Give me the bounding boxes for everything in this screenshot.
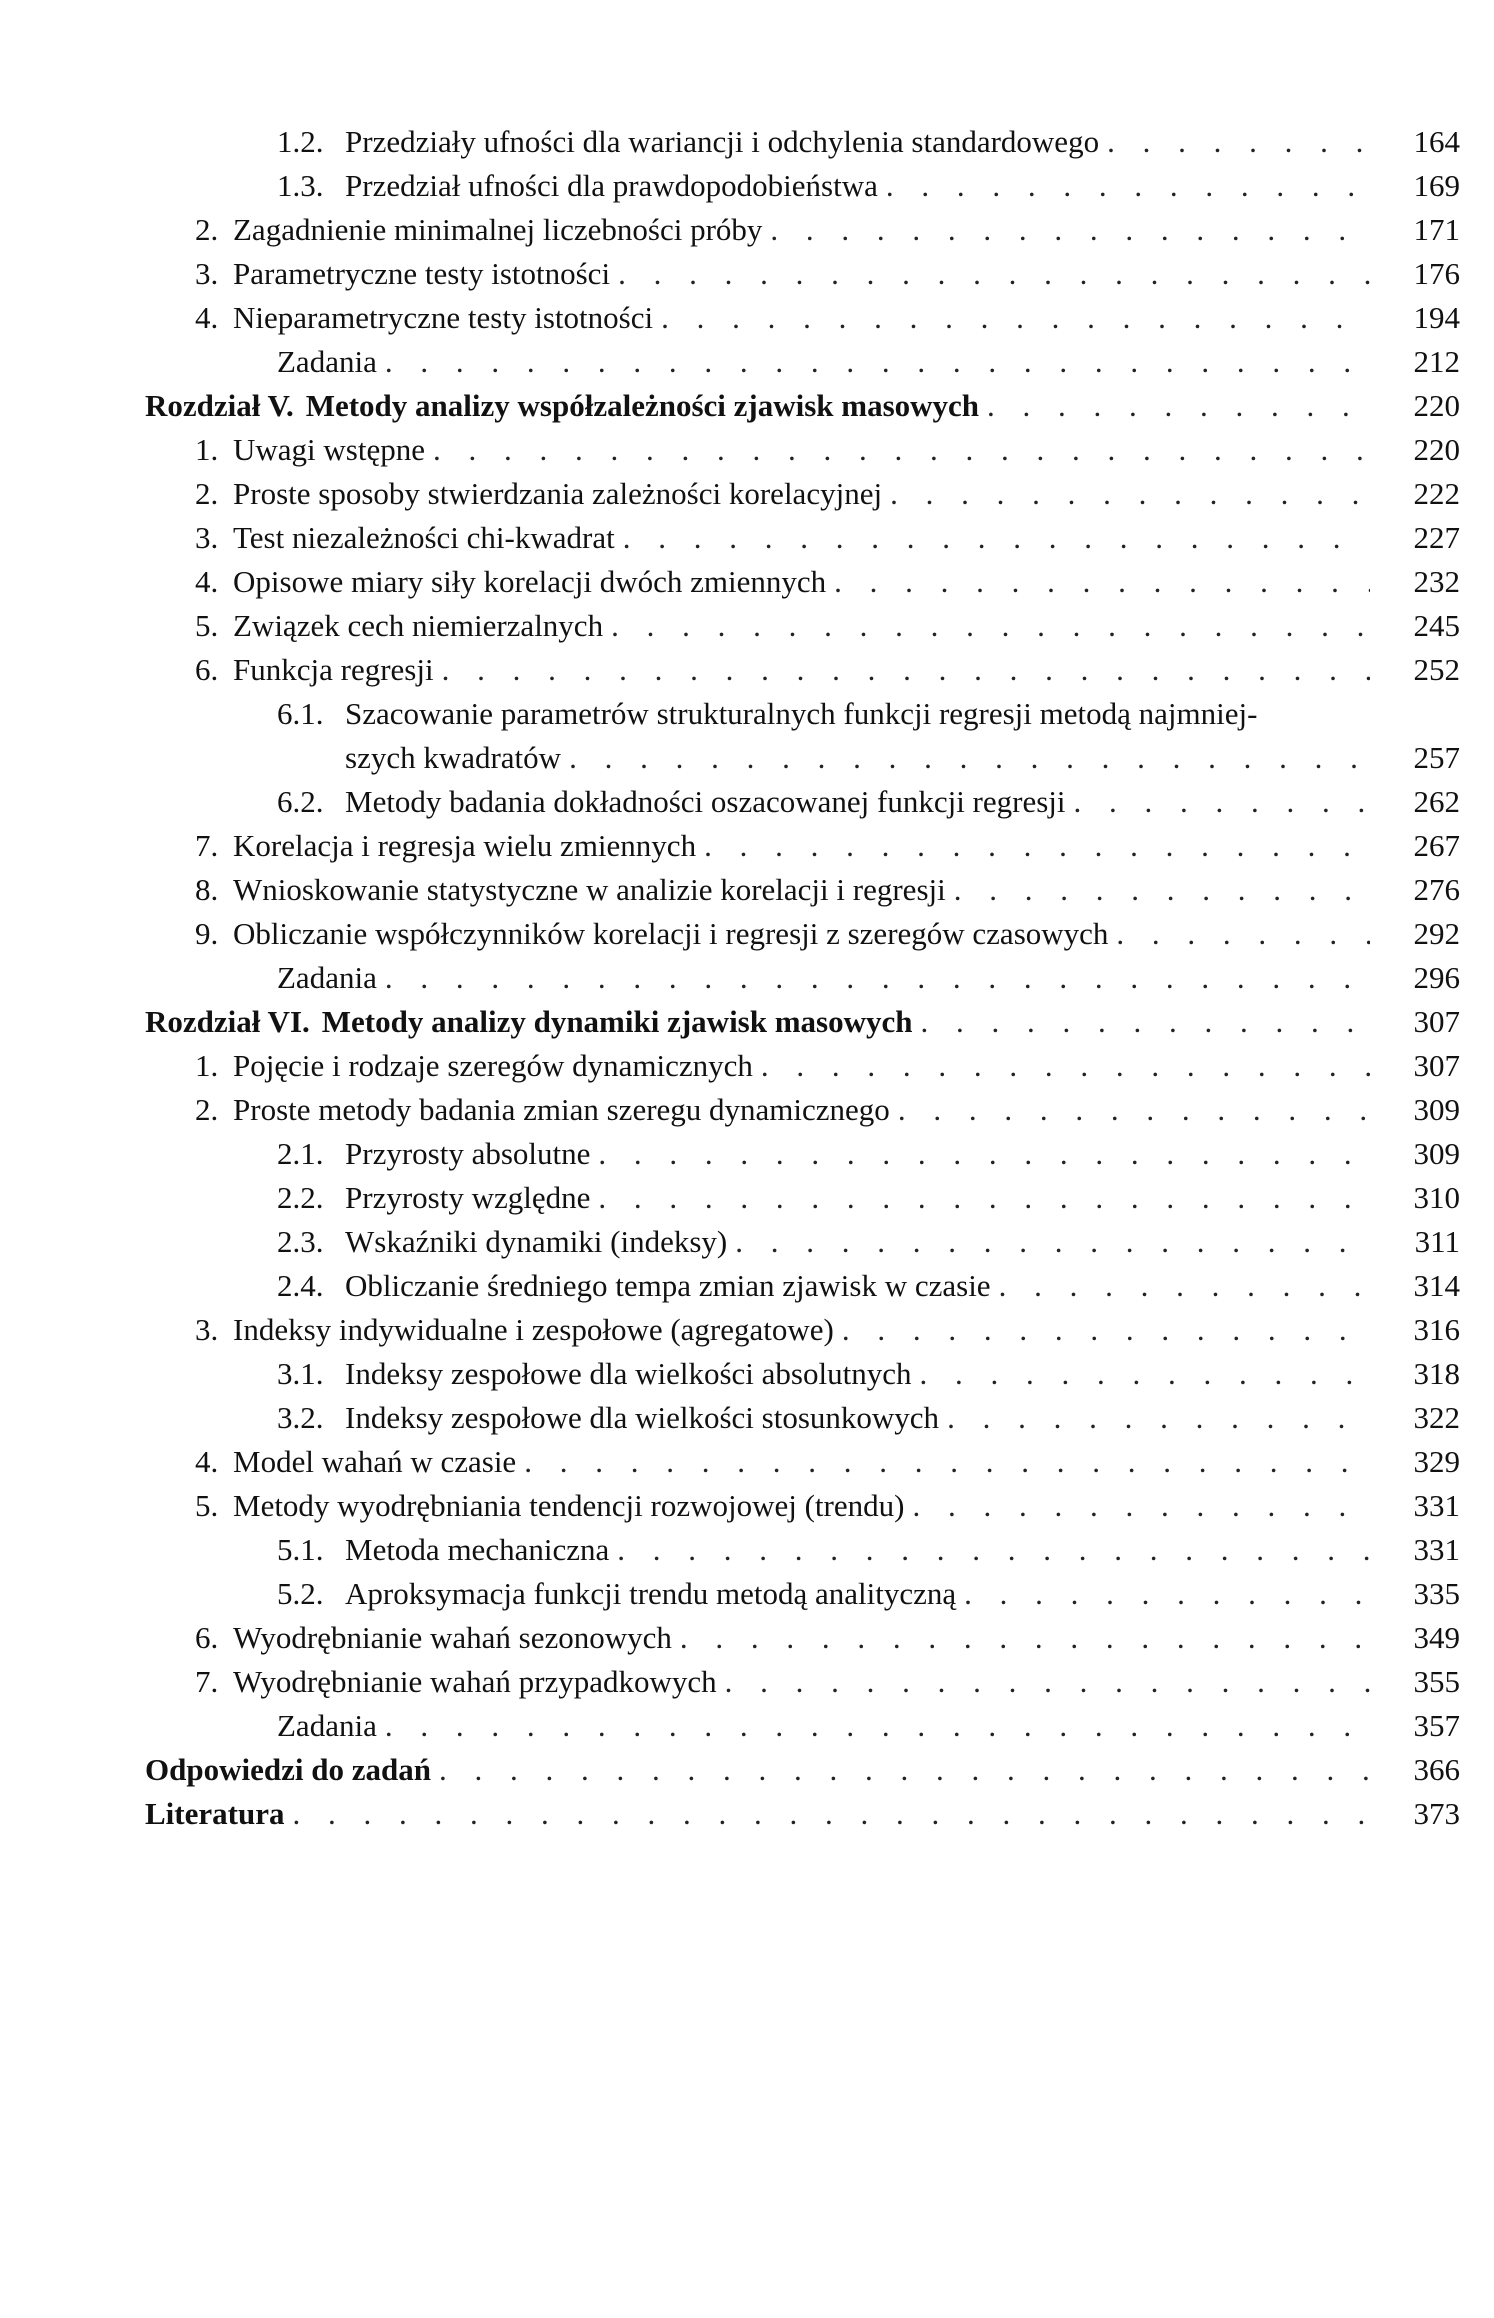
toc-page-number: 373 [1413, 1796, 1460, 1831]
toc-entry-line [195, 1484, 1370, 1528]
dot-leader [842, 1308, 1370, 1352]
toc-entry-number: 1. [195, 1048, 219, 1083]
dot-leader [598, 1132, 1370, 1176]
dot-leader [1074, 780, 1370, 824]
dot-leader [433, 428, 1370, 472]
dot-leader [385, 956, 1370, 1000]
toc-chapter-entry[interactable] [145, 384, 1460, 428]
toc-page-number: 169 [1413, 168, 1460, 203]
toc-entry-number: 5. [195, 1488, 219, 1523]
toc-entry-number: 4. [195, 300, 219, 335]
toc-entry-title: Szacowanie parametrów strukturalnych funkcji regresji metodą najmniej- [345, 696, 1258, 731]
toc-entry-title: Odpowiedzi do zadań [145, 1752, 431, 1787]
toc-entry[interactable] [145, 1088, 1460, 1132]
toc-entry-line [195, 1088, 1370, 1132]
toc-entry-number: 6.1. [277, 696, 324, 731]
toc-page-number: 331 [1413, 1532, 1460, 1567]
toc-entry[interactable] [145, 208, 1460, 252]
toc-entry-number: 6. [195, 1620, 219, 1655]
toc-entry-line [195, 1616, 1370, 1660]
toc-page-number: 267 [1413, 828, 1460, 863]
toc-page-number: 311 [1414, 1224, 1460, 1259]
toc-entry[interactable] [145, 648, 1460, 692]
dot-leader [623, 516, 1370, 560]
toc-entry[interactable] [145, 868, 1460, 912]
toc-page-number: 331 [1413, 1488, 1460, 1523]
toc-entry-line [277, 780, 1370, 824]
toc-entry-line [277, 120, 1370, 164]
dot-leader [987, 384, 1370, 428]
toc-entry-title: Korelacja i regresja wielu zmiennych [233, 828, 697, 863]
toc-entry-number: 2. [195, 212, 219, 247]
toc-entry-number: 2.1. [277, 1136, 324, 1171]
toc-entry-line [277, 1176, 1370, 1220]
toc-entry[interactable] [145, 692, 1460, 736]
toc-entry-number: 4. [195, 1444, 219, 1479]
toc-entry-line [195, 516, 1370, 560]
toc-entry[interactable] [145, 1528, 1460, 1572]
toc-page-number: 309 [1413, 1092, 1460, 1127]
toc-entry[interactable] [145, 120, 1460, 164]
toc-entry-number: 2.3. [277, 1224, 324, 1259]
toc-page-number: 314 [1413, 1268, 1460, 1303]
toc-entry-line [145, 1748, 1370, 1792]
toc-entry[interactable] [145, 1352, 1460, 1396]
dot-leader [919, 1352, 1370, 1396]
dot-leader [439, 1748, 1370, 1792]
toc-entry-line [277, 956, 1370, 1000]
toc-entry[interactable] [145, 1044, 1460, 1088]
toc-entry-line [277, 1528, 1370, 1572]
toc-entry-number: 4. [195, 564, 219, 599]
toc-page-number: 322 [1413, 1400, 1460, 1435]
dot-leader [921, 1000, 1370, 1044]
toc-entry-line [145, 1792, 1370, 1836]
toc-entry-line [195, 472, 1370, 516]
toc-entry-number: 3.2. [277, 1400, 324, 1435]
toc-entry-line [277, 1132, 1370, 1176]
toc-page-number: 335 [1413, 1576, 1460, 1611]
toc-entry-number: 7. [195, 828, 219, 863]
toc-entry-line [277, 1352, 1370, 1396]
dot-leader [1116, 912, 1370, 956]
dot-leader [999, 1264, 1370, 1308]
toc-entry-title: Wnioskowanie statystyczne w analizie korelacji i regresji [233, 872, 946, 907]
toc-entry-title: Indeksy zespołowe dla wielkości stosunkowych [345, 1400, 940, 1435]
toc-page-number: 212 [1413, 344, 1460, 379]
dot-leader [912, 1484, 1370, 1528]
toc-entry-title: Zadania [277, 344, 377, 379]
toc-entry[interactable] [145, 472, 1460, 516]
dot-leader [735, 1220, 1370, 1264]
toc-entry-title: Metoda mechaniczna [345, 1532, 610, 1567]
toc-entry-number: 3. [195, 520, 219, 555]
toc-entry[interactable] [145, 1572, 1460, 1616]
toc-page-number: 227 [1413, 520, 1460, 555]
toc-entry-title: Przedział ufności dla prawdopodobieństwa [345, 168, 878, 203]
toc-entry-title: Opisowe miary siły korelacji dwóch zmiennych [233, 564, 827, 599]
dot-leader [598, 1176, 1370, 1220]
toc-page-number: 194 [1413, 300, 1460, 335]
toc-entry[interactable] [145, 824, 1460, 868]
toc-entry-title: Parametryczne testy istotności [233, 256, 611, 291]
toc-entry-number: 8. [195, 872, 219, 907]
dot-leader [617, 1528, 1370, 1572]
toc-entry-number: 1.3. [277, 168, 324, 203]
toc-entry-number: 2. [195, 476, 219, 511]
toc-page-number: 257 [1413, 740, 1460, 775]
dot-leader [661, 296, 1370, 340]
toc-entry[interactable] [145, 1616, 1460, 1660]
toc-page-number: 309 [1413, 1136, 1460, 1171]
toc-entry-title: Przyrosty względne [345, 1180, 591, 1215]
dot-leader [725, 1660, 1370, 1704]
toc-page-number: 222 [1413, 476, 1460, 511]
toc-chapter-entry[interactable] [145, 1000, 1460, 1044]
toc-entry-title: Uwagi wstępne [233, 432, 425, 467]
toc-page-number: 164 [1413, 124, 1460, 159]
toc-entry-title: Przedziały ufności dla wariancji i odchylenia standardowego [345, 124, 1100, 159]
toc-entry[interactable] [145, 1660, 1460, 1704]
toc-entry-title: Zagadnienie minimalnej liczebności próby [233, 212, 763, 247]
dot-leader [292, 1792, 1370, 1836]
toc-entry[interactable] [145, 1308, 1460, 1352]
toc-entry-title: Indeksy indywidualne i zespołowe (agregatowe) [233, 1312, 834, 1347]
toc-entry-title: Pojęcie i rodzaje szeregów dynamicznych [233, 1048, 753, 1083]
toc-entry-title: Obliczanie współczynników korelacji i regresji z szeregów czasowych [233, 916, 1109, 951]
toc-entry-title: Obliczanie średniego tempa zmian zjawisk w czasie [345, 1268, 991, 1303]
toc-entry-number: 9. [195, 916, 219, 951]
toc-entry-line [195, 1308, 1370, 1352]
toc-page-number: 296 [1413, 960, 1460, 995]
dot-leader [898, 1088, 1370, 1132]
toc-entry[interactable] [145, 912, 1460, 956]
toc-page-number: 310 [1413, 1180, 1460, 1215]
toc-entry-number: Rozdział V. [145, 388, 294, 423]
toc-entry[interactable] [145, 1704, 1460, 1748]
toc-entry-line [195, 208, 1370, 252]
toc-page-number: 357 [1413, 1708, 1460, 1743]
toc-entry-number: 5.1. [277, 1532, 324, 1567]
toc-page-number: 349 [1413, 1620, 1460, 1655]
toc-entry-title: Zadania [277, 1708, 377, 1743]
toc-entry-number: 3. [195, 1312, 219, 1347]
dot-leader [385, 1704, 1370, 1748]
toc-entry-line [195, 604, 1370, 648]
toc-entry-line [277, 164, 1370, 208]
toc-entry-line [195, 1044, 1370, 1088]
toc-page-number: 316 [1413, 1312, 1460, 1347]
toc-entry-line [277, 1220, 1370, 1264]
toc-entry[interactable] [145, 604, 1460, 648]
toc-page-number: 252 [1413, 652, 1460, 687]
toc-entry[interactable] [145, 252, 1460, 296]
toc-entry-line [195, 252, 1370, 296]
toc-entry-line [345, 736, 1370, 780]
toc-entry-line [277, 1396, 1370, 1440]
toc-entry-title: Proste metody badania zmian szeregu dynamicznego [233, 1092, 890, 1127]
toc-entry-title: Wyodrębnianie wahań przypadkowych [233, 1664, 717, 1699]
toc-entry-title: Proste sposoby stwierdzania zależności korelacyjnej [233, 476, 883, 511]
dot-leader [761, 1044, 1370, 1088]
toc-entry[interactable] [145, 1264, 1460, 1308]
toc-entry-number: 2.4. [277, 1268, 324, 1303]
toc-entry[interactable] [145, 1220, 1460, 1264]
toc-entry-title-continued: szych kwadratów [345, 740, 562, 775]
toc-entry-line [145, 1000, 1370, 1044]
toc-page-number: 232 [1413, 564, 1460, 599]
toc-entry-line [145, 384, 1370, 428]
toc-entry-line [195, 428, 1370, 472]
toc-entry[interactable] [145, 956, 1460, 1000]
toc-entry-number: 3. [195, 256, 219, 291]
toc-entry-number: 3.1. [277, 1356, 324, 1391]
toc-entry[interactable] [145, 560, 1460, 604]
dot-leader [611, 604, 1370, 648]
toc-entry-line [195, 1660, 1370, 1704]
toc-entry[interactable] [145, 428, 1460, 472]
toc-entry[interactable] [145, 1176, 1460, 1220]
toc-page-number: 262 [1413, 784, 1460, 819]
toc-page-number: 176 [1413, 256, 1460, 291]
toc-page-number: 329 [1413, 1444, 1460, 1479]
toc-entry-title: Indeksy zespołowe dla wielkości absolutnych [345, 1356, 912, 1391]
toc-entry-title: Test niezależności chi-kwadrat [233, 520, 615, 555]
toc-entry-line [277, 1264, 1370, 1308]
toc-entry-title: Wskaźniki dynamiki (indeksy) [345, 1224, 728, 1259]
toc-entry-number: 2. [195, 1092, 219, 1127]
toc-page-number: 355 [1413, 1664, 1460, 1699]
toc-entry-title: Metody badania dokładności oszacowanej funkcji regresji [345, 784, 1066, 819]
toc-entry[interactable] [145, 340, 1460, 384]
toc-page-number: 245 [1413, 608, 1460, 643]
dot-leader [834, 560, 1370, 604]
toc-entry-title: Wyodrębnianie wahań sezonowych [233, 1620, 672, 1655]
toc-page-number: 276 [1413, 872, 1460, 907]
toc-entry-title: Model wahań w czasie [233, 1444, 517, 1479]
toc-entry-number: 5. [195, 608, 219, 643]
toc-entry-number: 2.2. [277, 1180, 324, 1215]
toc-entry-title: Przyrosty absolutne [345, 1136, 591, 1171]
toc-entry[interactable] [145, 1484, 1460, 1528]
toc-page-number: 307 [1413, 1004, 1460, 1039]
toc-entry-title: Aproksymacja funkcji trendu metodą analityczną [345, 1576, 957, 1611]
toc-entry-number: 1. [195, 432, 219, 467]
toc-entry-title: Metody wyodrębniania tendencji rozwojowej (trendu) [233, 1488, 905, 1523]
toc-entry-number: 6.2. [277, 784, 324, 819]
toc-entry-title: Metody analizy współzależności zjawisk masowych [305, 388, 980, 423]
toc-entry-title: Zadania [277, 960, 377, 995]
toc-entry-title: Funkcja regresji [233, 652, 434, 687]
toc-entry-line [195, 868, 1370, 912]
toc-entry-number: 7. [195, 1664, 219, 1699]
toc-entry-line [195, 296, 1370, 340]
toc-entry-line [195, 560, 1370, 604]
toc-entry[interactable] [145, 780, 1460, 824]
toc-entry-line [277, 692, 1460, 736]
toc-page-number: 318 [1413, 1356, 1460, 1391]
toc-page-number: 292 [1413, 916, 1460, 951]
toc-entry[interactable] [145, 1396, 1460, 1440]
toc-entry-title: Literatura [145, 1796, 285, 1831]
toc-entry-line [195, 912, 1370, 956]
toc-entry-line [277, 1572, 1370, 1616]
dot-leader [569, 736, 1370, 780]
toc-page-number: 307 [1413, 1048, 1460, 1083]
toc-entry-number: 5.2. [277, 1576, 324, 1611]
dot-leader [964, 1572, 1370, 1616]
dot-leader [770, 208, 1370, 252]
dot-leader [1107, 120, 1370, 164]
dot-leader [947, 1396, 1370, 1440]
toc-entry[interactable] [145, 296, 1460, 340]
dot-leader [442, 648, 1370, 692]
dot-leader [385, 340, 1370, 384]
toc-chapter-entry[interactable] [145, 1748, 1460, 1792]
toc-entry-number: 1.2. [277, 124, 324, 159]
dot-leader [680, 1616, 1370, 1660]
dot-leader [886, 164, 1370, 208]
toc-entry-line [195, 1440, 1370, 1484]
toc-entry[interactable] [145, 164, 1460, 208]
toc-entry-title: Nieparametryczne testy istotności [233, 300, 654, 335]
dot-leader [704, 824, 1370, 868]
dot-leader [954, 868, 1370, 912]
toc-entry-line [277, 340, 1370, 384]
toc-entry-title: Metody analizy dynamiki zjawisk masowych [321, 1004, 913, 1039]
toc-entry-line [195, 648, 1370, 692]
toc-entry-title: Związek cech niemierzalnych [233, 608, 604, 643]
dot-leader [524, 1440, 1370, 1484]
dot-leader [890, 472, 1370, 516]
dot-leader [618, 252, 1370, 296]
toc-page-number: 220 [1413, 388, 1460, 423]
toc-entry-line [195, 824, 1370, 868]
toc-entry[interactable] [145, 1440, 1460, 1484]
toc-page-number: 366 [1413, 1752, 1460, 1787]
toc-entry-continuation[interactable] [145, 736, 1460, 780]
toc-chapter-entry[interactable] [145, 1792, 1460, 1836]
toc-entry[interactable] [145, 1132, 1460, 1176]
toc-page-number: 171 [1413, 212, 1460, 247]
toc-entry[interactable] [145, 516, 1460, 560]
toc-entry-number: 6. [195, 652, 219, 687]
toc-entry-line [277, 1704, 1370, 1748]
toc-page-number: 220 [1413, 432, 1460, 467]
toc-entry-number: Rozdział VI. [145, 1004, 310, 1039]
